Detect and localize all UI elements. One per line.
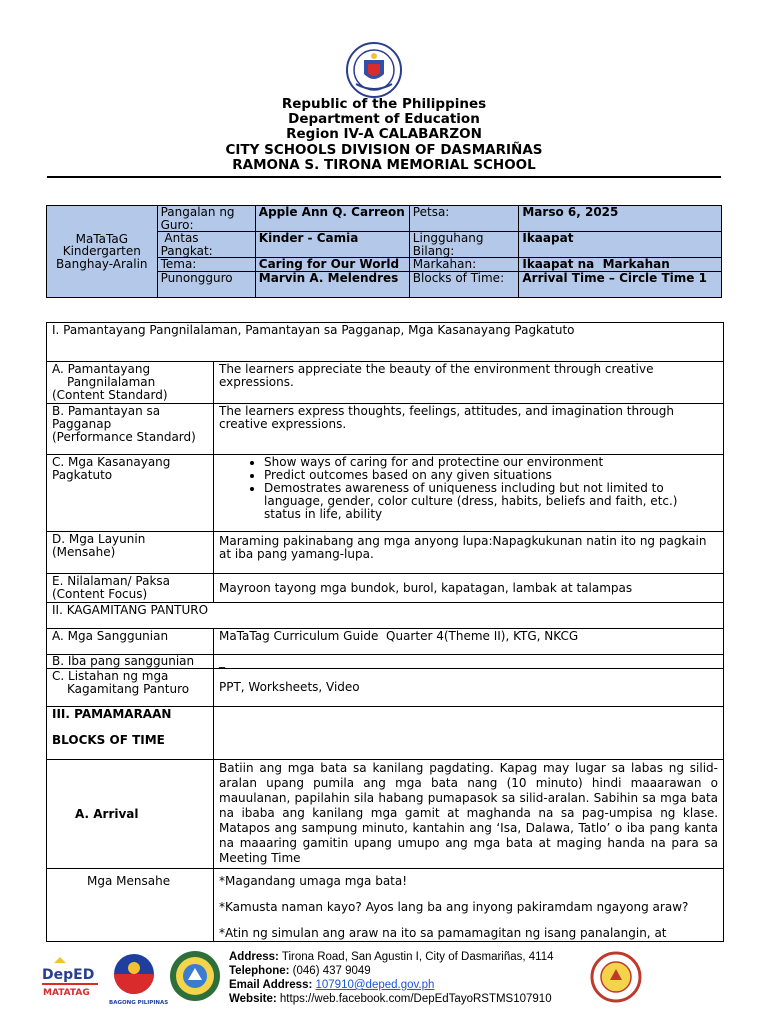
- principal-name: Marvin A. Melendres: [255, 271, 409, 297]
- references-text: MaTaTag Curriculum Guide Quarter 4(Theme II), KTG, NKCG: [214, 629, 724, 655]
- materials-label: C. Listahan ng mga Kagamitang Panturo: [47, 669, 214, 707]
- other-references-label: B. Iba pang sanggunian: [47, 655, 214, 669]
- footer-address: Address: Tirona Road, San Agustin I, City of Dasmariñas, 4114: [229, 951, 554, 963]
- header-divider: [47, 176, 721, 178]
- quarter-label: Markahan:: [409, 258, 519, 272]
- lesson-info-table: [46, 205, 722, 298]
- bagong-pilipinas-logo: [108, 950, 169, 1006]
- performance-standard-label: B. Pamantayan sa Pagganap (Performance Standard): [47, 404, 214, 455]
- email-link[interactable]: 107910@deped.gov.ph: [315, 979, 435, 991]
- division-seal-logo: [166, 950, 224, 1002]
- school-seal-logo: [586, 952, 646, 1002]
- lesson-plan-title: MaTaTaG Kindergarten Banghay-Aralin: [47, 206, 158, 298]
- section-standards-heading: I. Pamantayang Pangnilalaman, Pamantayan sa Pagganap, Mga Kasanayang Pagkatuto: [47, 323, 724, 362]
- week-value: Ikaapat: [519, 232, 722, 258]
- other-references-text: _: [214, 655, 724, 669]
- footer-telephone: Telephone: (046) 437 9049: [229, 965, 371, 977]
- footer-email: Email Address: 107910@deped.gov.ph: [229, 979, 435, 991]
- materials-text: PPT, Worksheets, Video: [214, 669, 724, 707]
- competencies-label: C. Mga Kasanayang Pagkatuto: [47, 455, 214, 532]
- content-standard-text: The learners appreciate the beauty of the environment through creative expressions.: [214, 362, 724, 404]
- section-materials-heading: II. KAGAMITANG PANTURO: [47, 603, 724, 629]
- header-department: Department of Education: [288, 111, 480, 127]
- arrival-text: Batiin ang mga bata sa kanilang pagdating. Kapag may lugar sa labas ng silid-aralan upang pumila ang mga bata nang (10 minuto) hindi maaarawan o mauulanan, papilahin sila habang pumapasok sa silid-aralan. Sabihin sa mga bata na ibaba ang kanilang mga gamit at maghanda na sa pag-umpisa ng klase. Matapos ang sampung minuto, kantahin ang ‘Isa, Dalawa, Tatlo’ o iba pang kanta na maaaring gamitin upang umupo ang mga bata at maging handa na para sa Meeting Time: [214, 760, 724, 869]
- week-label: Lingguhang Bilang:: [409, 232, 519, 258]
- svg-text:MATATAG: MATATAG: [43, 988, 90, 998]
- performance-standard-text: The learners express thoughts, feelings, attitudes, and imagination through creative expressions.: [214, 404, 724, 455]
- svg-text:BAGONG PILIPINAS: BAGONG PILIPINAS: [109, 1000, 169, 1006]
- blocks-value: Arrival Time – Circle Time 1: [519, 271, 722, 297]
- objectives-label: D. Mga Layunin (Mensahe): [47, 532, 214, 574]
- competencies-list: [214, 455, 724, 532]
- teacher-label: Pangalan ng Guro:: [157, 206, 255, 232]
- level-label: Antas Pangkat:: [157, 232, 255, 258]
- principal-label: Punongguro: [157, 271, 255, 297]
- date-value: Marso 6, 2025: [519, 206, 722, 232]
- deped-matatag-logo: [40, 955, 100, 1001]
- content-focus-label: E. Nilalaman/ Paksa (Content Focus): [47, 574, 214, 603]
- content-focus-text: Mayroon tayong mga bundok, burol, kapatagan, lambak at talampas: [214, 574, 724, 603]
- list-item: • Show ways of caring for and protectine our environment: [264, 456, 718, 469]
- level-value: Kinder - Camia: [255, 232, 409, 258]
- messages-label: Mga Mensahe: [47, 869, 214, 942]
- procedure-blank: [214, 707, 724, 760]
- lesson-plan-table: [46, 322, 724, 942]
- procedure-heading: III. PAMAMARAAN BLOCKS OF TIME: [47, 707, 214, 760]
- date-label: Petsa:: [409, 206, 519, 232]
- blocks-of-time-title: BLOCKS OF TIME: [52, 733, 165, 747]
- svg-text:DepED: DepED: [42, 967, 95, 983]
- list-item: • Predict outcomes based on any given situations: [264, 469, 718, 482]
- arrival-label: A. Arrival: [47, 760, 214, 869]
- messages-text: *Magandang umaga mga bata! *Kamusta naman kayo? Ayos lang ba ang inyong pakiramdam ngayong araw? *Atin ng simulan ang araw na ito sa pamamagitan ng isang panalangin, at: [214, 869, 724, 942]
- quarter-value: Ikaapat na Markahan: [519, 258, 722, 272]
- content-standard-label: A. Pamantayang Pangnilalaman (Content Standard): [47, 362, 214, 404]
- header-division: CITY SCHOOLS DIVISION OF DASMARIÑAS: [225, 142, 543, 158]
- header-republic: Republic of the Philippines: [281, 96, 487, 112]
- header-school: RAMONA S. TIRONA MEMORIAL SCHOOL: [232, 157, 536, 173]
- list-item: • Demostrates awareness of uniqueness including but not limited to language, gender, color culture (dress, habits, beliefs and faith, etc.) status in life, ability: [264, 482, 718, 521]
- footer-website: Website: https://web.facebook.com/DepEdTayoRSTMS107910: [229, 993, 552, 1005]
- theme-label: Tema:: [157, 258, 255, 272]
- objectives-text: Maraming pakinabang ang mga anyong lupa:Napagkukunan natin ito ng pagkain at iba pang yamang-lupa.: [214, 532, 724, 574]
- references-label: A. Mga Sanggunian: [47, 629, 214, 655]
- theme-value: Caring for Our World: [255, 258, 409, 272]
- website-link[interactable]: https://web.facebook.com/DepEdTayoRSTMS107910: [276, 993, 552, 1005]
- teacher-name: Apple Ann Q. Carreon: [255, 206, 409, 232]
- header-region: Region IV-A CALABARZON: [286, 126, 482, 142]
- blocks-label: Blocks of Time:: [409, 271, 519, 297]
- deped-seal-logo: [338, 42, 410, 98]
